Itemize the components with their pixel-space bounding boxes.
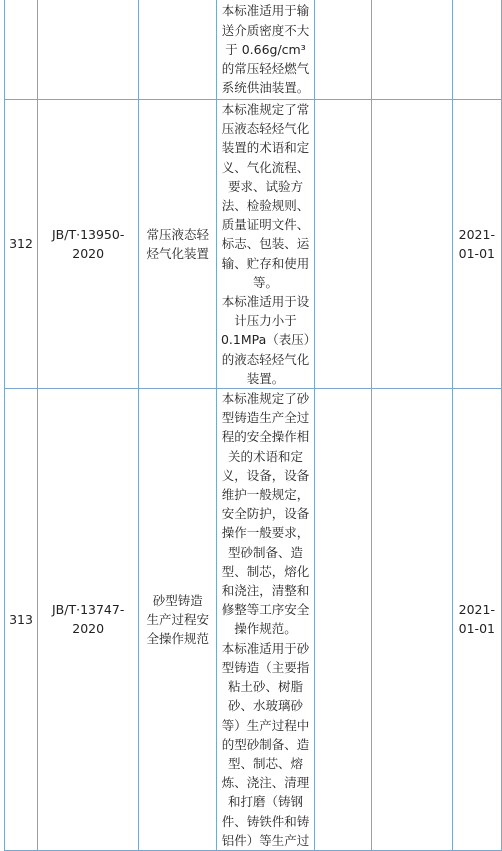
standard-name-cell: 常压液态轻烃气化装置 (139, 100, 217, 389)
empty-cell (372, 0, 452, 100)
description-paragraph: 本标准规定了砂型铸造生产全过程的安全操作相关的术语和定义，设备，设备维护一般规定，安全防护，设备操作一般要求，型砂制备、造型、制芯，熔化和浇注，清整和修整等工序安全操作规范。 (221, 391, 310, 637)
table-row (5, 0, 502, 100)
table-row (5, 100, 502, 389)
description-paragraph: 本标准适用于输送介质密度不大于 0.66g/cm³ 的常压轻烃燃气系统供油装置。 (221, 3, 310, 96)
standard-code-cell (37, 0, 138, 100)
implementation-date-cell (452, 0, 501, 100)
description-cell (217, 389, 315, 851)
implementation-date-cell: 2021-01-01 (452, 389, 501, 851)
standard-code-cell: JB/T·13747-2020 (37, 389, 138, 851)
standard-name-cell (139, 0, 217, 100)
row-number-cell: 313 (5, 389, 38, 851)
empty-cell (314, 0, 371, 100)
description-paragraph: 本标准适用于设计压力小于 0.1MPa（表压）的液态轻烃气化装置。 (220, 294, 311, 386)
empty-cell (314, 100, 371, 389)
description-paragraph: 本标准适用于砂型铸造（主要指粘土砂、树脂砂、水玻璃砂等）生产过程中的型砂制备、造型、制芯、熔炼、浇注、清理和打磨（铸钢件、铸铁件和铸铝件）等生产过 (221, 640, 310, 848)
standards-table (4, 0, 502, 851)
description-cell (217, 100, 315, 389)
row-number-cell: 312 (5, 100, 38, 389)
empty-cell (314, 389, 371, 851)
description-paragraph: 本标准规定了常压液态轻烃气化装置的术语和定义、气化流程、要求、试验方法、检验规则、质量证明文件、标志、包装、运输、贮存和使用等。 (221, 102, 310, 290)
standard-name-cell: 砂型铸造 生产过程安全操作规范 (139, 389, 217, 851)
description-cell (217, 0, 315, 100)
table-row (5, 389, 502, 851)
row-number-cell (5, 0, 38, 100)
implementation-date-cell: 2021-01-01 (452, 100, 501, 389)
standard-code-cell: JB/T·13950-2020 (37, 100, 138, 389)
empty-cell (372, 100, 452, 389)
empty-cell (372, 389, 452, 851)
